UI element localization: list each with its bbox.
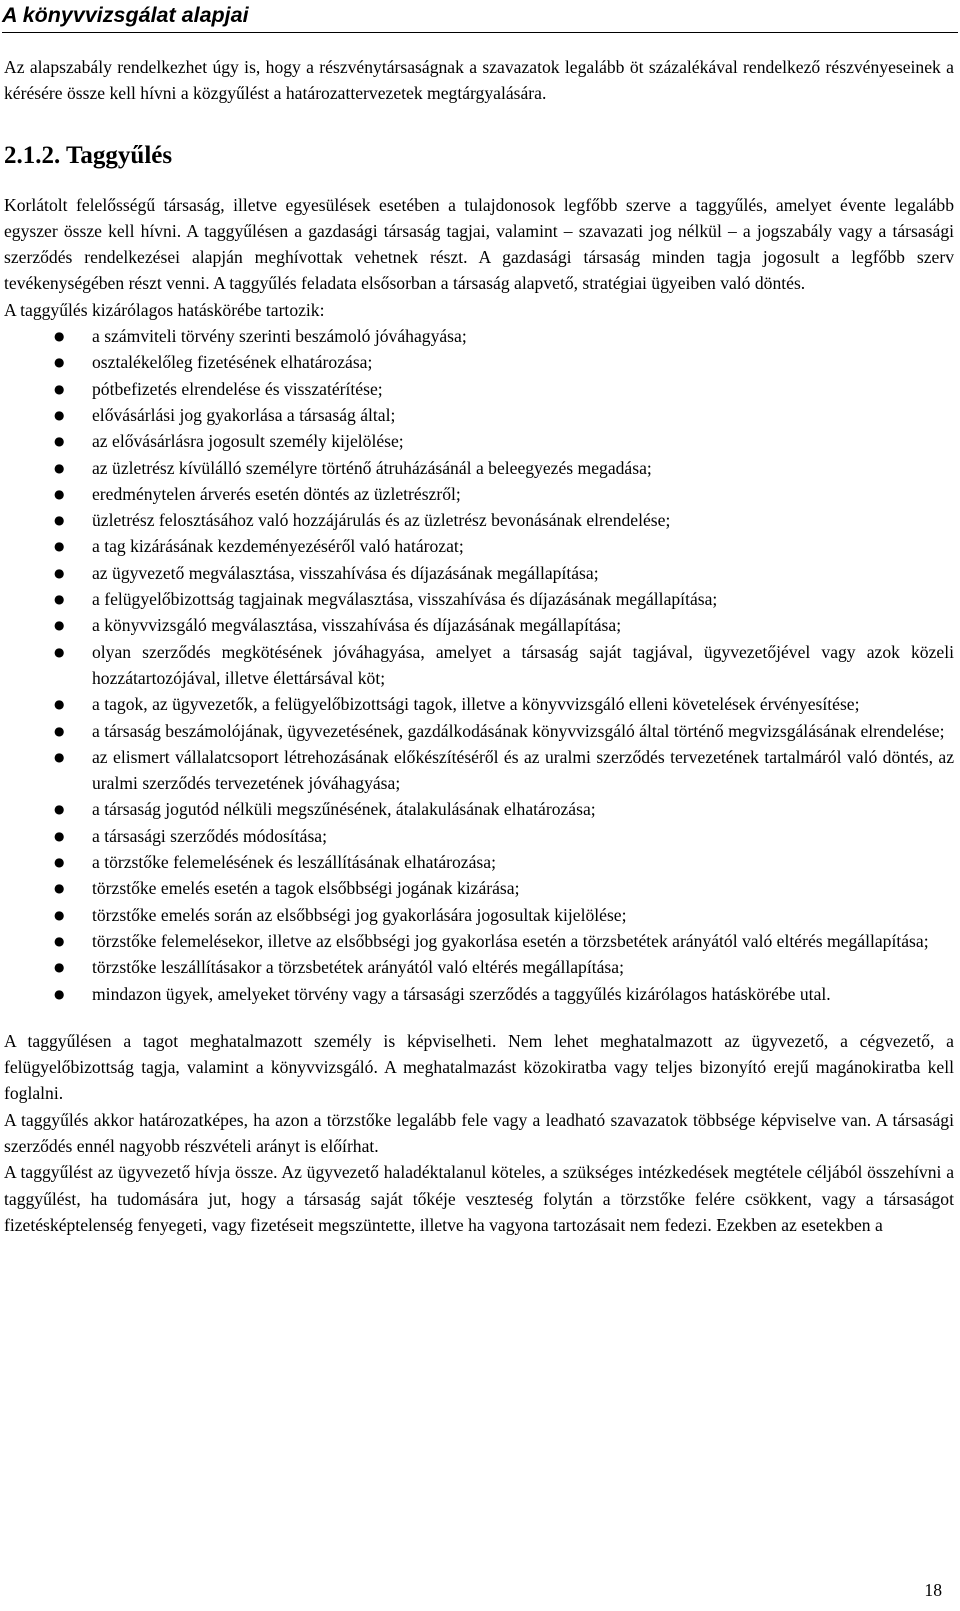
list-item [4, 744, 954, 797]
list-item [4, 612, 954, 638]
list-item [4, 691, 954, 717]
list-item [4, 796, 954, 822]
list-item [4, 560, 954, 586]
list-item [4, 875, 954, 901]
list-item-text: a könyvvizsgáló megválasztása, visszahívása és díjazásának megállapítása; [92, 615, 622, 636]
bullet-icon: ● [54, 960, 65, 975]
list-item [4, 639, 954, 692]
bullet-icon: ● [54, 329, 65, 344]
bullet-icon: ● [54, 802, 65, 817]
bullet-icon: ● [54, 539, 65, 554]
list-item-text: az ügyvezető megválasztása, visszahívása és díjazásának megállapítása; [92, 562, 599, 583]
section-paragraph-1: Korlátolt felelősségű társaság, illetve egyesülések esetében a tulajdonosok legfőbb szerve a taggyűlés, amelyet évente legalább egyszer össze kell hívni. A taggyűlésen a gazdasági társaság tagjai, valamint – szavazati jog nélkül – a jogszabály vagy a társasági szerződés rendelkezései alapján meghívottak vehetnek részt. A gazdasági társaság minden tagja jogosult a legfőbb szerv tevékenységében részt venni. A taggyűlés feladata elsősorban a társaság alapvető, stratégiai ügyeiben való döntés. [4, 194, 954, 294]
list-item [4, 428, 954, 454]
bullet-icon: ● [54, 355, 65, 370]
bullet-icon: ● [54, 828, 65, 843]
list-item [4, 902, 954, 928]
list-item [4, 981, 954, 1007]
list-item [4, 455, 954, 481]
list-item-text: az elismert vállalatcsoport létrehozásának előkészítéséről és az uralmi szerződés tervezetének tartalmáról való döntés, az uralmi szerződés tervezetének jóváhagyása; [92, 746, 954, 794]
list-item [4, 533, 954, 559]
list-item-text: törzstőke emelés során az elsőbbségi jog gyakorlására jogosultak kijelölése; [92, 904, 627, 925]
list-item-text: az elővásárlásra jogosult személy kijelölése; [92, 431, 404, 452]
list-item-text: a társaság beszámolójának, ügyvezetésének, gazdálkodásának könyvvizsgáló által történő megvizsgálásának elrendelése; [92, 720, 945, 741]
list-item [4, 849, 954, 875]
list-item-text: a felügyelőbizottság tagjainak megválasztása, visszahívása és díjazásának megállapítása; [92, 589, 718, 610]
list-item [4, 718, 954, 744]
bullet-icon: ● [54, 381, 65, 396]
list-item-text: a tagok, az ügyvezetők, a felügyelőbizottsági tagok, illetve a könyvvizsgáló elleni követelések érvényesítése; [92, 694, 860, 715]
bullet-icon: ● [54, 644, 65, 659]
list-item [4, 823, 954, 849]
bullet-icon: ● [54, 855, 65, 870]
bullet-icon: ● [54, 407, 65, 422]
bullet-icon: ● [54, 749, 65, 764]
list-item-text: a társaság jogutód nélküli megszűnésének, átalakulásának elhatározása; [92, 799, 596, 820]
list-item [4, 586, 954, 612]
list-item [4, 507, 954, 533]
list-item [4, 376, 954, 402]
list-intro: A taggyűlés kizárólagos hatáskörébe tartozik: [4, 299, 325, 320]
list-item-text: az üzletrész kívülálló személyre történő átruházásánál a beleegyezés megadása; [92, 457, 652, 478]
list-item-text: törzstőke leszállításakor a törzsbetétek arányától való eltérés megállapítása; [92, 957, 624, 978]
section-paragraph-3: A taggyűlés akkor határozatképes, ha azon a törzstőke legalább fele vagy a leadható szavazatok többsége képviselve van. A társasági szerződés ennél nagyobb részvételi arányt is előírhat. [4, 1109, 954, 1156]
list-item-text: olyan szerződés megkötésének jóváhagyása, amelyet a társaság saját tagjával, ügyvezetőjével vagy azok közeli hozzátartozójával, illetve élettársával köt; [92, 641, 954, 688]
page-number: 18 [924, 1580, 942, 1600]
bullet-icon: ● [54, 486, 65, 501]
bullet-icon: ● [54, 565, 65, 580]
bullet-icon: ● [54, 986, 65, 1001]
list-item [4, 481, 954, 507]
bullet-icon: ● [54, 697, 65, 712]
list-item [4, 928, 954, 954]
bullet-icon: ● [54, 592, 65, 607]
list-item [4, 349, 954, 375]
bullet-icon: ● [54, 618, 65, 633]
bullet-icon: ● [54, 434, 65, 449]
intro-paragraph: Az alapszabály rendelkezhet úgy is, hogy a részvénytársaságnak a szavazatok legalább öt százalékával rendelkező részvényeseinek a kérésére össze kell hívni a közgyűlést a határozattervezetek megtárgyalására. [4, 57, 954, 104]
bullet-icon: ● [54, 513, 65, 528]
list-item [4, 402, 954, 428]
list-item-text: a társasági szerződés módosítása; [92, 825, 327, 846]
list-item-text: pótbefizetés elrendelése és visszatérítése; [92, 378, 383, 399]
running-header [2, 2, 958, 33]
list-item-text: a törzstőke felemelésének és leszállításának elhatározása; [92, 852, 496, 873]
section-heading: 2.1.2. Taggyűlés [4, 141, 173, 169]
list-item-text: törzstőke felemelésekor, illetve az elsőbbségi jog gyakorlása esetén a törzsbetétek arányától való eltérés megállapítása; [92, 930, 929, 951]
list-item-text: osztalékelőleg fizetésének elhatározása; [92, 352, 373, 373]
list-item-text: mindazon ügyek, amelyeket törvény vagy a társasági szerződés a taggyűlés kizárólagos hatáskörébe utal. [92, 983, 831, 1004]
list-item-text: elővásárlási jog gyakorlása a társaság által; [92, 404, 396, 425]
bullet-icon: ● [54, 723, 65, 738]
section-paragraph-4: A taggyűlést az ügyvezető hívja össze. Az ügyvezető haladéktalanul köteles, a szükséges intézkedések megtétele céljából összehívni a taggyűlést, ha tudomására jut, hogy a társaság saját tőkéje veszteség folytán a törzstőke felére csökkent, vagy a társaságot fizetésképtelenség fenyegeti, vagy fizetéseit megszüntette, illetve ha vagyona tartozásait nem fedezi. Ezekben az esetekben a [4, 1162, 954, 1235]
bullet-icon: ● [54, 907, 65, 922]
bullet-list [4, 323, 954, 1007]
list-item-text: törzstőke emelés esetén a tagok elsőbbségi jogának kizárása; [92, 878, 520, 899]
list-item-text: a tag kizárásának kezdeményezéséről való határozat; [92, 536, 464, 557]
list-item [4, 323, 954, 349]
section-paragraph-2: A taggyűlésen a tagot meghatalmazott személy is képviselheti. Nem lehet meghatalmazott az ügyvezető, a cégvezető, a felügyelőbizottság tagja, valamint a könyvvizsgáló. A meghatalmazást közokiratba vagy teljes bizonyító erejű magánokiratba kell foglalni. [4, 1030, 954, 1104]
header-title: A könyvvizsgálat alapjai [2, 3, 249, 27]
list-item-text: üzletrész felosztásához való hozzájárulás és az üzletrész bevonásának elrendelése; [92, 510, 671, 531]
list-item-text: eredménytelen árverés esetén döntés az üzletrészről; [92, 483, 461, 504]
bullet-icon: ● [54, 881, 65, 896]
bullet-icon: ● [54, 460, 65, 475]
bullet-icon: ● [54, 933, 65, 948]
page-content [4, 54, 954, 1238]
list-item-text: a számviteli törvény szerinti beszámoló jóváhagyása; [92, 326, 467, 347]
list-item [4, 954, 954, 980]
